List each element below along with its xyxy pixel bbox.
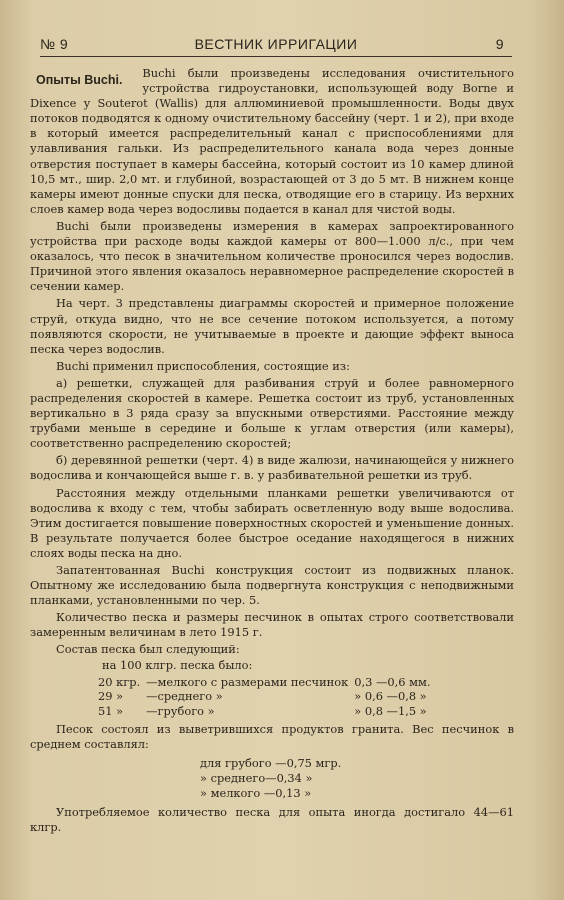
paragraph: Количество песка и размеры песчинок в опытах строго соответствовали замеренным величинам в лето 1915 г. [30, 610, 514, 640]
section-title: Опыты Buchi. [36, 73, 123, 87]
paragraph: Buchi были произведены измерения в камерах запроектированного устройства при расходе воды каждой камеры от 800—1.000 л/с., при чем оказалось, что песок в значительном количестве проносился через водослив. Причиной этого явления оказалось неравномерное распределение скоростей в сечении камер. [30, 218, 514, 294]
table-row [98, 689, 436, 704]
paragraph: а) решетки, служащей для разбивания струй и более равномерного распределения скоростей в камере. Решетка состоит из труб, установленных вертикально в 3 ряда сразу за впускными отверстиями. Расстояние между трубами меньше в середине и больше к углам отверстия (или камеры), соответственно распределению скоростей; [30, 375, 514, 451]
weight-line: » среднего—0,34 » [200, 771, 313, 786]
paragraph: Расстояния между отдельными планками решетки увеличиваются от водослива к входу с тем, чтобы забирать осветленную воду выше водослива. Этим достигается повышение поверхностных скоростей и уменьшение донных. В результате получается более быстрое оседание находящегося в нижних слоях воды песка на дно. [30, 485, 514, 560]
paragraph: б) деревянной решетки (черт. 4) в виде жалюзи, начинающейся у нижнего водослива и кончающейся выше г. в. у разбивательной решетки из труб. [30, 453, 514, 483]
size-cell: » 0,8 —1,5 » [354, 703, 427, 718]
weight-intro: Песок состоял из выветрившихся продуктов гранита. Вес песчинок в среднем составлял: [30, 722, 514, 752]
journal-title: ВЕСТНИК ИРРИГАЦИИ [194, 36, 358, 52]
amount-cell: 29 » [98, 689, 124, 704]
paragraph: Запатентованная Buchi конструкция состоит из подвижных планок. Опытному же исследованию была подвергнута конструкция с неподвижными планками, установленными по чер. 5. [30, 563, 514, 608]
page-number: 9 [495, 36, 504, 52]
amount-cell: 51 » [98, 703, 124, 718]
running-header [40, 36, 512, 57]
size-cell: » 0,6 —0,8 » [354, 689, 427, 704]
type-cell: —грубого » [146, 703, 215, 718]
closing-paragraph: Употребляемое количество песка для опыта иногда достигало 44—61 клгр. [30, 805, 514, 835]
table-row [98, 704, 436, 719]
paragraph: Buchi применил приспособления, состоящие из: [56, 358, 350, 373]
article-body [30, 66, 514, 836]
sand-composition-table [98, 675, 436, 719]
type-cell: —среднего » [146, 689, 223, 704]
size-cell: 0,3 —0,6 мм. [354, 674, 431, 689]
average-weights [200, 756, 514, 801]
composition-intro: Состав песка был следующий: [56, 642, 240, 657]
weight-line: для грубого —0,75 мгр. [200, 756, 342, 771]
paragraph-text: Buchi были произведены исследования очистительного устройства гидроустановки, использующей воду Borne и Dixence у Souterot (Wallis) для аллюминиевой промышленности. Воды двух потоков подводятся к одному очистительному бассейну (черт. 1 и 2), при входе в который имеется распределительный канал с приспособлениями для улавливания гальки. Из распределительного канала вода через донные отверстия поступает в камеры бассейна, который состоит из 10 камер длиной 10,5 мт., шир. 2,0 мт. и глубиной, возрастающей от 3 до 5 мт. В нижнем конце камеры имеют донные спуски для песка, отводящие его в старицу. Из верхних слоев камер вода через водосливы подается в канал для чистой воды. [30, 66, 514, 216]
amount-cell: 20 кгр. [98, 674, 141, 689]
issue-number: № 9 [40, 36, 69, 52]
paragraph: На черт. 3 представлены диаграммы скоростей и примерное положение струй, откуда видно, что не все сечение потоком используется, а потому появляются скорости, не учитываемые в проекте и дающие эффект выноса песка через водослив. [30, 296, 514, 356]
table-row [98, 675, 436, 690]
weight-line: » мелкого —0,13 » [200, 786, 312, 801]
type-cell: —мелкого с размерами песчинок [146, 674, 349, 689]
paragraph [30, 66, 514, 217]
per-100-line: на 100 клгр. песка было: [102, 657, 253, 672]
